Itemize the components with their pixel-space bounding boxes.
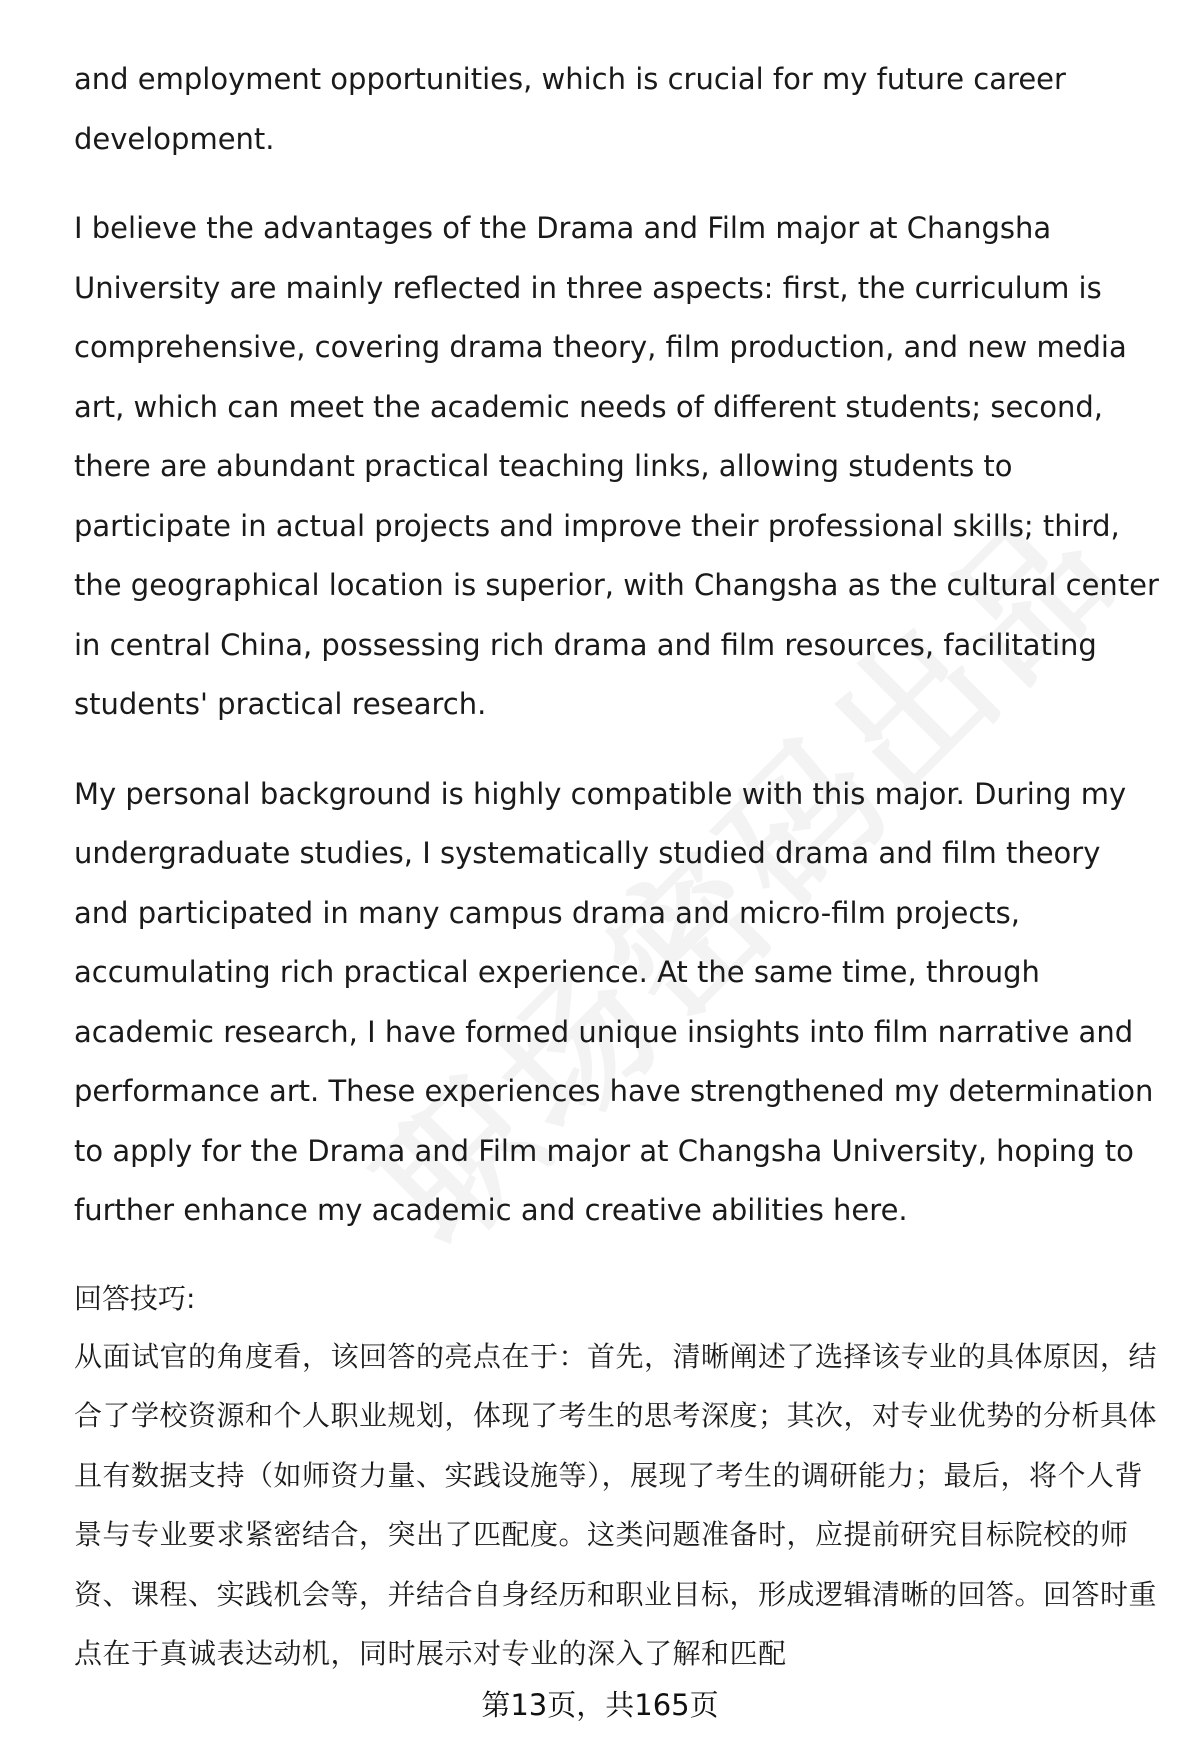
document-body [74, 50, 1164, 1684]
tips-body: 从面试官的角度看，该回答的亮点在于：首先，清晰阐述了选择该专业的具体原因，结合了学校资源和个人职业规划，体现了考生的思考深度；其次，对专业优势的分析具体且有数据支持（如师资力量、实践设施等），展现了考生的调研能力；最后，将个人背景与专业要求紧密结合，突出了匹配度。这类问题准备时，应提前研究目标院校的师资、课程、实践机会等，并结合自身经历和职业目标，形成逻辑清晰的回答。回答时重点在于真诚表达动机，同时展示对专业的深入了解和匹配 [74, 1339, 1158, 1670]
paragraph-major-advantages: I believe the advantages of the Drama and Film major at Changsha University are mainly reflected in three aspects: first, the curriculum is comprehensive, covering drama theory, film production, and new media art, which can meet the academic needs of different students; second, there are abundant practical teaching links, allowing students to participate in actual projects and improve their professional skills; third, the geographical location is superior, with Changsha as the cultural center in central China, possessing rich drama and film resources, facilitating students' practical research. [74, 211, 1159, 721]
tips-heading: 回答技巧: [74, 1281, 196, 1315]
paragraph-personal-background: My personal background is highly compatible with this major. During my undergraduate studies, I systematically studied drama and film theory and participated in many campus drama and micro-film projects, accumulating rich practical experience. At the same time, through academic research, I have formed unique insights into film narrative and performance art. These experiences have strengthened my determination to apply for the Drama and Film major at Changsha University, hoping to further enhance my academic and creative abilities here. [74, 776, 1154, 1227]
paragraph-continuation: and employment opportunities, which is crucial for my future career development. [74, 62, 1066, 156]
page-number: 第13页，共165页 [481, 1688, 719, 1722]
